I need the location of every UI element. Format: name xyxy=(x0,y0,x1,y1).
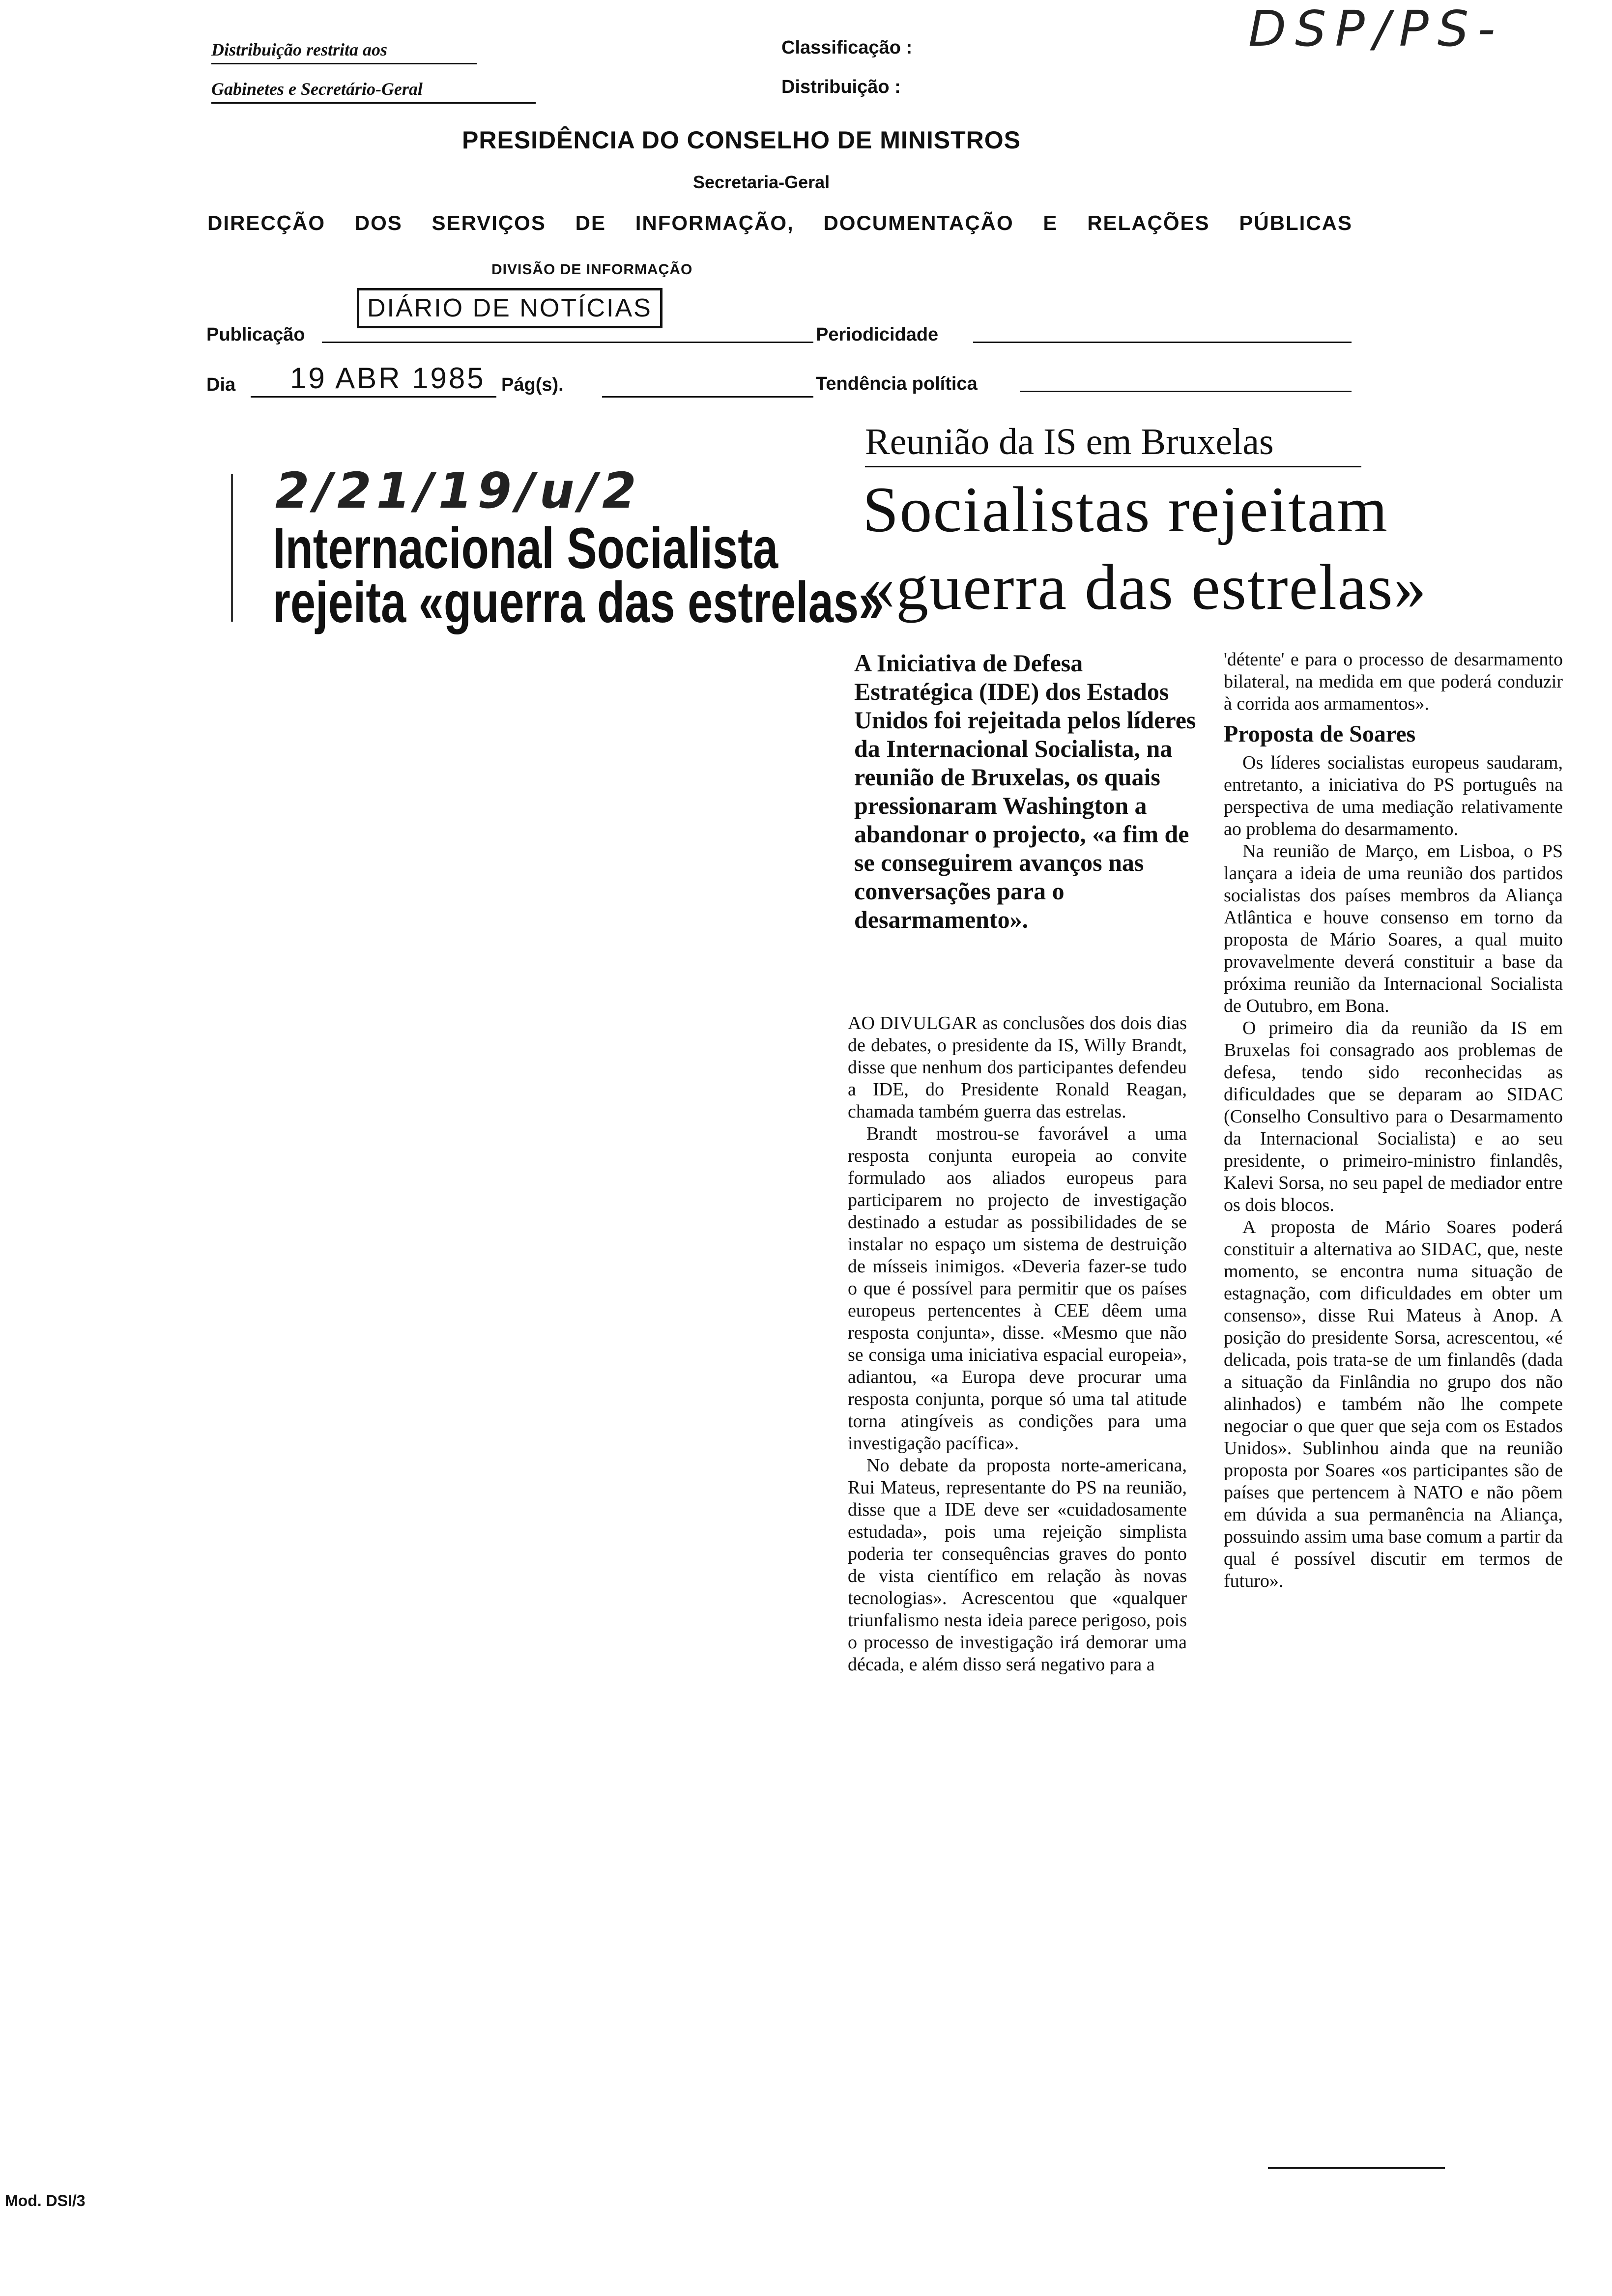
col2-paragraph-3: O primeiro dia da reunião da IS em Bruxelas foi consagrado aos problemas de defesa, tendo sido reconhecidas as dificuldades que se deparam ao SIDAC (Conselho Consultivo para o Desarmamento da Internacional Socialista) e ao seu presidente, o primeiro-ministro finlandês, Kalevi Sorsa, no seu papel de mediador entre os dois blocos. xyxy=(1224,1018,1563,1215)
form-code: Mod. DSI/3 xyxy=(5,2192,86,2210)
clipped-headline-line2: rejeita «guerra das estrelas» xyxy=(273,570,884,635)
publication-label: Publicação xyxy=(206,324,305,345)
article-column-1 xyxy=(848,1012,1187,1676)
handwritten-top-annotation: DSP/PS- xyxy=(1248,0,1504,57)
publication-name-box: DIÁRIO DE NOTÍCIAS xyxy=(357,288,662,328)
distribution-restricted-line2: Gabinetes e Secretário-Geral xyxy=(211,79,423,99)
col1-paragraph-1: AO DIVULGAR as conclusões dos dois dias de debates, o presidente da IS, Willy Brandt, disse que nenhum dos participantes defendeu a IDE, do Presidente Ronald Reagan, chamada também guerra das estrelas. xyxy=(848,1013,1187,1122)
kicker-underline xyxy=(865,466,1361,467)
article-kicker: Reunião da IS em Bruxelas xyxy=(865,421,1274,462)
division-label: DIVISÃO DE INFORMAÇÃO xyxy=(491,261,693,278)
article-lead: A Iniciativa de Defesa Estratégica (IDE) dos Estados Unidos foi rejeitada pelos líderes da Internacional Socialista, na reunião de Bruxelas, os quais pressionaram Washington a abandonar o projecto, «a fim de se conseguirem avanços nas conversações para o desarmamento». xyxy=(854,649,1196,933)
political-tendency-label: Tendência política xyxy=(816,373,978,394)
date-value: 19 ABR 1985 xyxy=(290,362,486,395)
col1-paragraph-3: No debate da proposta norte-americana, Rui Mateus, representante do PS na reunião, disse que a IDE deve ser «cuidadosamente estudada», pois uma rejeição simplista poderia ter consequências graves do ponto de vista científico em relação às novas tecnologias». Acrescentou que «qualquer triunfalismo nesta ideia parece perigoso, pois o processo de investigação irá demorar uma década, e além disso será negativo para a xyxy=(848,1455,1187,1675)
pages-underline xyxy=(602,396,813,398)
distribution-underline-2 xyxy=(211,102,536,104)
article-column-2 xyxy=(1224,649,1563,1592)
periodicity-underline xyxy=(973,342,1352,343)
col2-intro: 'détente' e para o processo de desarmamento bilateral, na medida em que poderá conduzir à corrida aos armamentos». xyxy=(1224,649,1563,714)
col2-paragraph-2: Na reunião de Março, em Lisboa, o PS lançara a ideia de uma reunião dos partidos socialistas dos países membros da Aliança Atlântica e houve consenso em torno da proposta de Mário Soares, a qual muito provavelmente deverá constituir a base da próxima reunião da Internacional Socialista de Outubro, em Bona. xyxy=(1224,841,1563,1016)
col2-paragraph-4: A proposta de Mário Soares poderá constituir a alternativa ao SIDAC, que, neste momento, se encontra numa situação de estagnação, com dificuldades em obter um consenso», disse Rui Mateus à Anop. A posição do presidente Sorsa, acrescentou, «é delicada, pois trata-se de um finlandês (dada a situação da Finlândia no grupo dos não alinhados) e também não lhe compete negociar o que quer que seja com os Estados Unidos». Sublinhou ainda que na reunião proposta por Soares «os participantes são de países que pertencem à NATO e não põem em dúvida a sua permanência na Aliança, possuindo assim uma base comum a partir da qual é possível discutir em termos de futuro». xyxy=(1224,1217,1563,1591)
political-underline xyxy=(1020,391,1352,392)
article-end-rule xyxy=(1268,2167,1445,2169)
day-underline xyxy=(251,396,496,398)
day-label: Dia xyxy=(206,374,236,395)
article-subhead: Proposta de Soares xyxy=(1224,721,1416,747)
classification-label: Classificação : xyxy=(781,37,913,58)
directorate-title: DIRECÇÃO DOS SERVIÇOS DE INFORMAÇÃO, DOCUMENTAÇÃO E RELAÇÕES PÚBLICAS xyxy=(207,211,1353,234)
pages-label: Pág(s). xyxy=(501,374,564,395)
distribution-underline-1 xyxy=(211,63,477,64)
distribution-restricted-line1: Distribuição restrita aos xyxy=(211,40,388,59)
clipped-headline-line1: Internacional Socialista xyxy=(273,516,778,581)
col2-paragraph-1: Os líderes socialistas europeus saudaram, entretanto, a iniciativa do PS português na perspectiva de uma mediação relativamente ao problema do desarmamento. xyxy=(1224,752,1563,839)
article-headline-line2: «guerra das estrelas» xyxy=(863,551,1427,623)
col1-paragraph-2: Brandt mostrou-se favorável a uma resposta conjunta europeia ao convite formulado aos aliados europeus para participarem no projecto de investigação destinado a estudar as possibilidades de se instalar no espaço um sistema de destruição de mísseis inimigos. «Deveria fazer-se tudo o que é possível para permitir que os países europeus pertencentes à CEE dêem uma resposta conjunta», disse. «Mesmo que não se consiga uma iniciativa espacial europeia», adiantou, «a Europa deve procurar uma resposta conjunta, porque só uma tal atitude torna atingíveis as condições para uma investigação pacífica». xyxy=(848,1123,1187,1454)
article-headline-line1: Socialistas rejeitam xyxy=(863,473,1389,545)
presidency-title: PRESIDÊNCIA DO CONSELHO DE MINISTROS xyxy=(462,126,1021,154)
distribution-label: Distribuição : xyxy=(781,77,901,97)
periodicity-label: Periodicidade xyxy=(816,324,939,345)
secretariat-label: Secretaria-Geral xyxy=(693,172,830,192)
publication-underline xyxy=(322,342,813,343)
handwritten-reference-number: 2/21/19/u/2 xyxy=(275,462,641,519)
clip-left-bracket xyxy=(231,474,237,622)
